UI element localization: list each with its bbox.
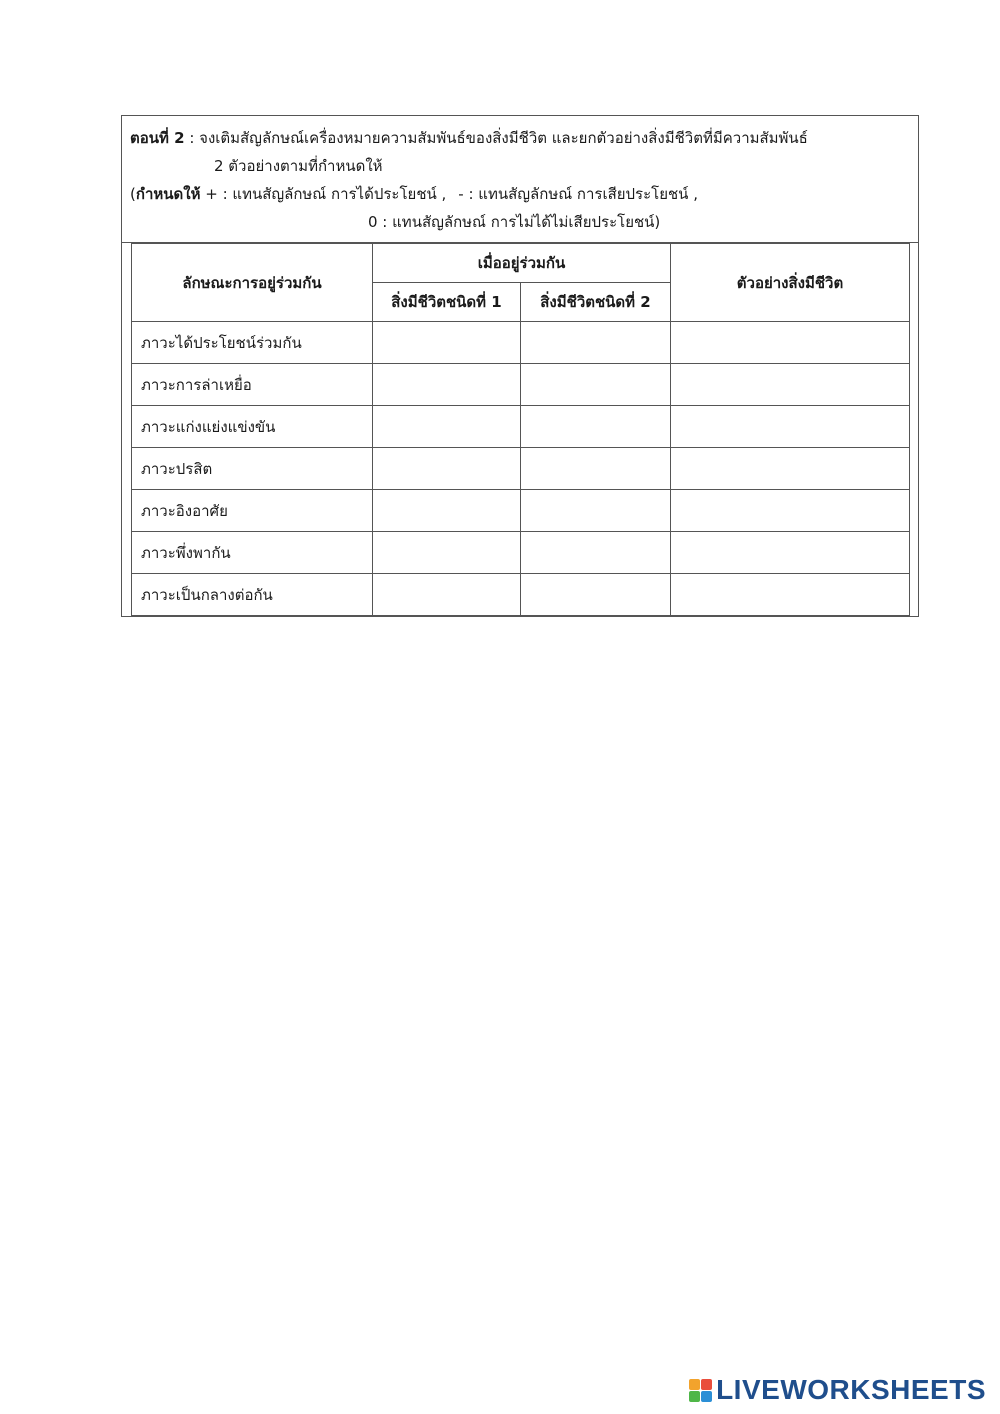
species-1-input-cell[interactable] xyxy=(373,532,521,574)
logo-mark-icon xyxy=(689,1379,712,1402)
relationship-label: ภาวะอิงอาศัย xyxy=(132,490,373,532)
header-together: เมื่ออยู่ร่วมกัน xyxy=(373,244,671,283)
species-2-input-cell[interactable] xyxy=(521,490,671,532)
species-1-input-cell[interactable] xyxy=(373,490,521,532)
header-species-1: สิ่งมีชีวิตชนิดที่ 1 xyxy=(373,283,521,322)
table-row xyxy=(132,322,910,364)
relationship-label: ภาวะแก่งแย่งแข่งขัน xyxy=(132,406,373,448)
liveworksheets-logo xyxy=(689,1374,986,1406)
species-2-input-cell[interactable] xyxy=(521,322,671,364)
header-relationship: ลักษณะการอยู่ร่วมกัน xyxy=(132,244,373,322)
relationship-label: ภาวะเป็นกลางต่อกัน xyxy=(132,574,373,616)
relationship-label: ภาวะพึ่งพากัน xyxy=(132,532,373,574)
table-wrap xyxy=(122,242,918,616)
logo-square xyxy=(701,1379,712,1390)
species-2-input-cell[interactable] xyxy=(521,532,671,574)
table-row xyxy=(132,574,910,616)
legend-open-paren: ( xyxy=(130,185,136,203)
species-2-input-cell[interactable] xyxy=(521,574,671,616)
species-1-input-cell[interactable] xyxy=(373,364,521,406)
table-row xyxy=(132,490,910,532)
instruction-line-2: 2 ตัวอย่างตามที่กำหนดให้ xyxy=(214,157,383,175)
logo-square xyxy=(701,1391,712,1402)
species-1-input-cell[interactable] xyxy=(373,406,521,448)
table-row xyxy=(132,364,910,406)
example-input-cell[interactable] xyxy=(671,490,910,532)
logo-square xyxy=(689,1391,700,1402)
relationship-label: ภาวะได้ประโยชน์ร่วมกัน xyxy=(132,322,373,364)
instructions xyxy=(122,116,918,242)
legend-zero: 0 : แทนสัญลักษณ์ การไม่ได้ไม่เสียประโยชน์) xyxy=(368,213,661,231)
example-input-cell[interactable] xyxy=(671,574,910,616)
species-2-input-cell[interactable] xyxy=(521,448,671,490)
relationship-table xyxy=(131,243,910,616)
instruction-text: : จงเติมสัญลักษณ์เครื่องหมายความสัมพันธ์ของสิ่งมีชีวิต และยกตัวอย่างสิ่งมีชีวิตที่มีความสัมพันธ์ xyxy=(184,129,808,147)
legend-line-1 xyxy=(130,180,910,208)
species-1-input-cell[interactable] xyxy=(373,448,521,490)
part-label: ตอนที่ 2 xyxy=(130,129,185,147)
worksheet-section xyxy=(121,115,919,617)
table-row xyxy=(132,448,910,490)
table-row xyxy=(132,532,910,574)
header-example: ตัวอย่างสิ่งมีชีวิต xyxy=(671,244,910,322)
example-input-cell[interactable] xyxy=(671,364,910,406)
species-2-input-cell[interactable] xyxy=(521,364,671,406)
logo-square xyxy=(689,1379,700,1390)
legend-plus: + : แทนสัญลักษณ์ การได้ประโยชน์ , xyxy=(200,185,447,203)
example-input-cell[interactable] xyxy=(671,322,910,364)
relationship-label: ภาวะปรสิต xyxy=(132,448,373,490)
species-1-input-cell[interactable] xyxy=(373,322,521,364)
instruction-line-1 xyxy=(130,124,910,152)
species-1-input-cell[interactable] xyxy=(373,574,521,616)
species-2-input-cell[interactable] xyxy=(521,406,671,448)
logo-text: LIVEWORKSHEETS xyxy=(716,1374,986,1405)
table-row xyxy=(132,406,910,448)
example-input-cell[interactable] xyxy=(671,448,910,490)
legend-label: กำหนดให้ xyxy=(135,185,201,203)
example-input-cell[interactable] xyxy=(671,406,910,448)
header-species-2: สิ่งมีชีวิตชนิดที่ 2 xyxy=(521,283,671,322)
legend-minus: - : แทนสัญลักษณ์ การเสียประโยชน์ , xyxy=(458,185,698,203)
relationship-label: ภาวะการล่าเหยื่อ xyxy=(132,364,373,406)
example-input-cell[interactable] xyxy=(671,532,910,574)
